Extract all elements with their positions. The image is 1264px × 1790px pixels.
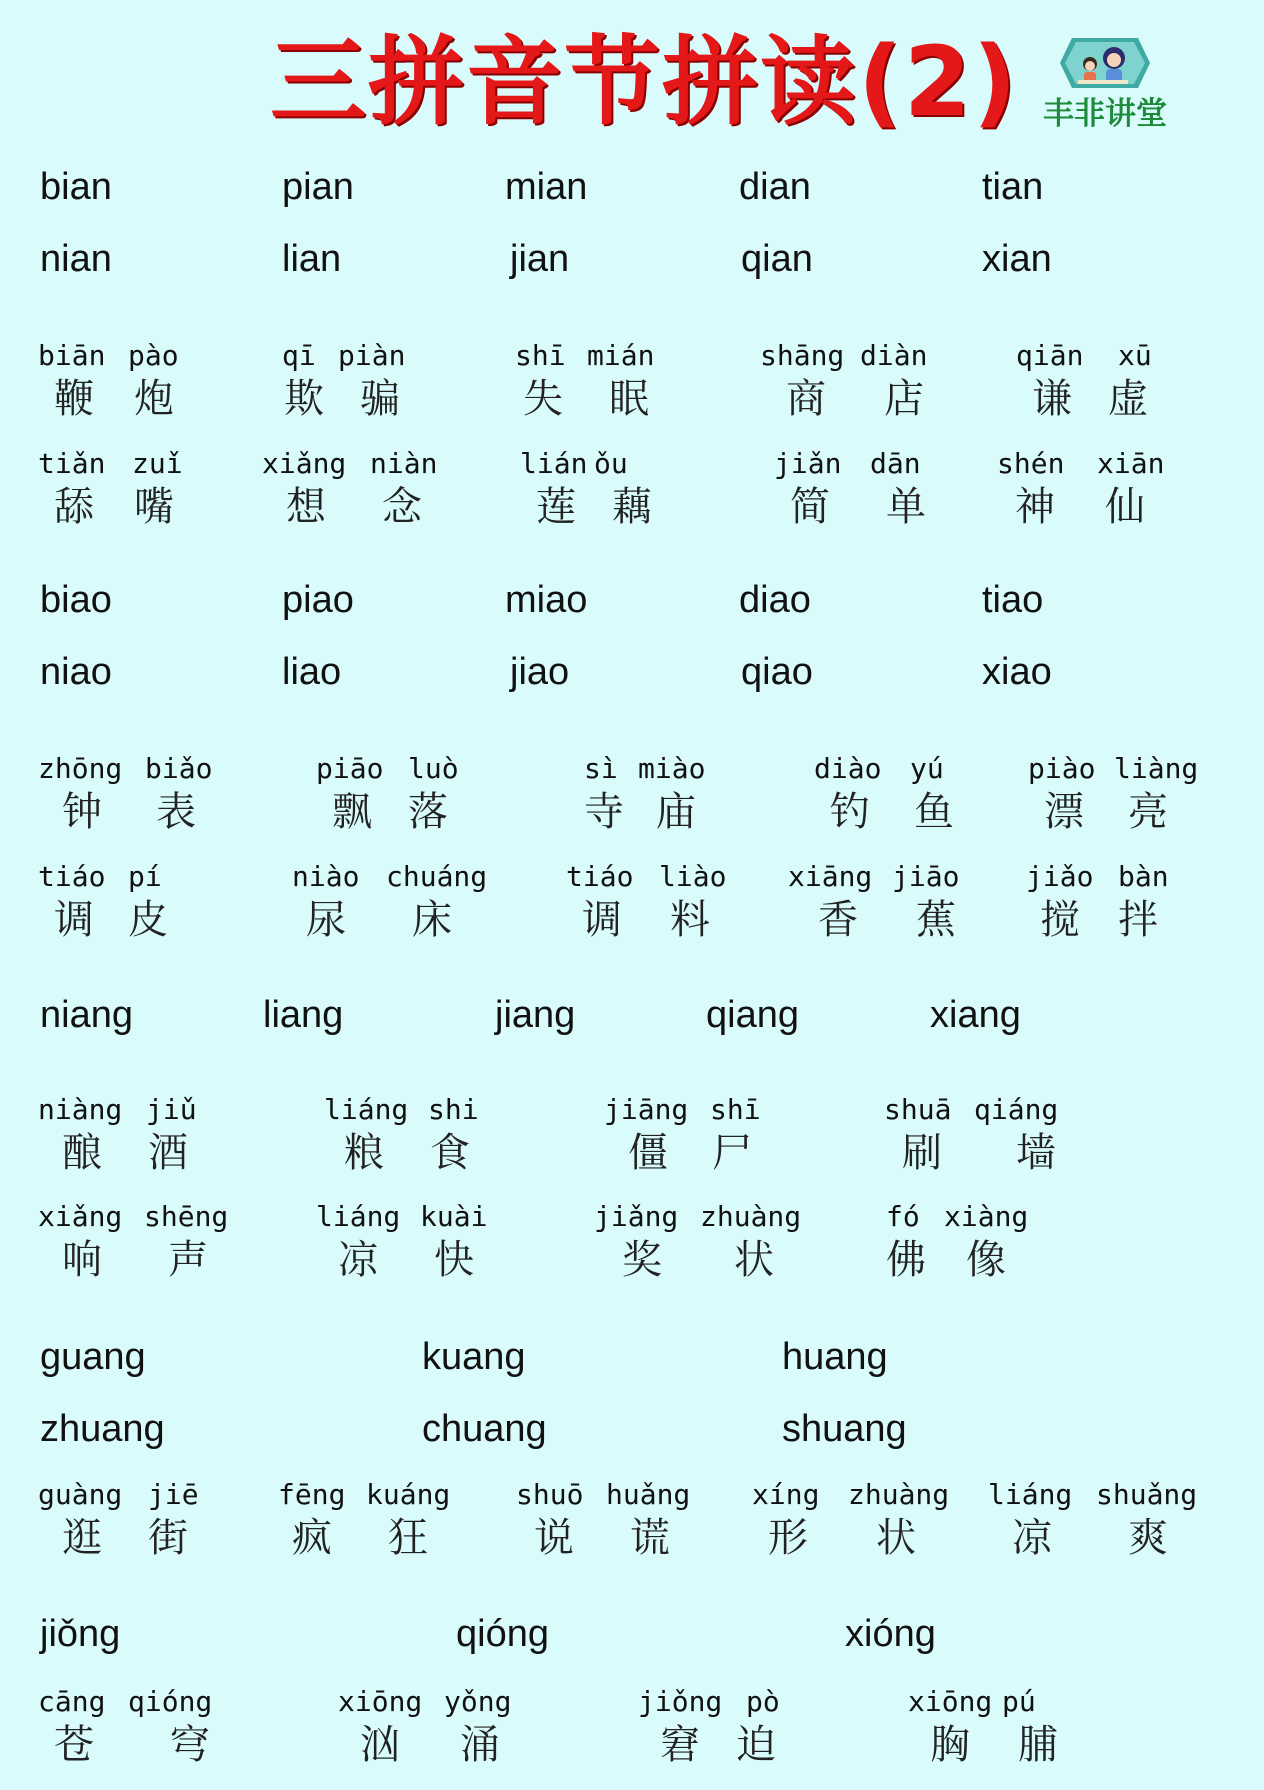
- hanzi-2: 穹: [170, 1722, 210, 1768]
- syllable: diao: [739, 579, 811, 621]
- hanzi-1: 商: [786, 376, 826, 422]
- syllable: mian: [505, 166, 588, 208]
- pinyin-1: biān: [38, 339, 106, 372]
- pinyin-2: chuáng: [386, 860, 488, 893]
- syllable: qian: [741, 238, 813, 280]
- hanzi-1: 欺: [284, 376, 324, 422]
- hanzi-2: 亮: [1128, 789, 1168, 835]
- syllable: xiang: [930, 994, 1021, 1036]
- pinyin-2: yú: [910, 752, 944, 785]
- pinyin-2: mián: [587, 339, 655, 372]
- hanzi-1: 凉: [1012, 1515, 1052, 1561]
- hanzi-2: 落: [408, 789, 448, 835]
- pinyin-1: qī: [282, 339, 316, 372]
- pinyin-1: tiáo: [566, 860, 634, 893]
- pinyin-2: shi: [428, 1093, 479, 1126]
- pinyin-2: shuǎng: [1096, 1478, 1198, 1511]
- hanzi-1: 酿: [62, 1130, 102, 1176]
- hanzi-1: 胸: [930, 1722, 970, 1768]
- pinyin-2: luò: [408, 752, 459, 785]
- syllable: bian: [40, 166, 112, 208]
- pinyin-1: liáng: [988, 1478, 1073, 1511]
- hanzi-1: 谦: [1032, 376, 1072, 422]
- pinyin-1: diào: [814, 752, 882, 785]
- pinyin-2: zhuàng: [848, 1478, 950, 1511]
- hanzi-2: 像: [966, 1237, 1006, 1283]
- hanzi-1: 刷: [902, 1130, 942, 1176]
- hanzi-1: 钓: [830, 789, 870, 835]
- pinyin-1: tiǎn: [38, 447, 106, 480]
- pinyin-1: liáng: [324, 1093, 409, 1126]
- pinyin-2: qióng: [128, 1685, 213, 1718]
- pinyin-1: fó: [886, 1200, 920, 1233]
- hanzi-1: 僵: [628, 1130, 668, 1176]
- hanzi-1: 简: [790, 484, 830, 530]
- syllable: tiao: [982, 579, 1044, 621]
- hanzi-2: 快: [434, 1237, 474, 1283]
- syllable: xióng: [845, 1613, 936, 1655]
- pinyin-2: niàn: [370, 447, 438, 480]
- pinyin-2: pú: [1002, 1685, 1036, 1718]
- hanzi-1: 佛: [886, 1237, 926, 1283]
- hanzi-1: 疯: [292, 1515, 332, 1561]
- pinyin-2: shēng: [144, 1200, 229, 1233]
- hanzi-1: 神: [1015, 484, 1055, 530]
- pinyin-1: guàng: [38, 1478, 123, 1511]
- hanzi-2: 状: [876, 1515, 916, 1561]
- syllable: pian: [282, 166, 354, 208]
- syllable: kuang: [422, 1336, 526, 1378]
- pinyin-1: lián: [520, 447, 588, 480]
- hanzi-1: 失: [523, 376, 563, 422]
- pinyin-1: piào: [1028, 752, 1096, 785]
- syllable: jian: [510, 238, 570, 280]
- pinyin-2: ǒu: [594, 447, 628, 480]
- syllable: miao: [505, 579, 588, 621]
- syllable: liao: [282, 651, 342, 693]
- hanzi-2: 店: [884, 376, 924, 422]
- pinyin-1: shī: [515, 339, 566, 372]
- hanzi-1: 凉: [338, 1237, 378, 1283]
- pinyin-2: pào: [128, 339, 179, 372]
- hanzi-2: 皮: [128, 897, 168, 943]
- pinyin-2: pò: [746, 1685, 780, 1718]
- pinyin-2: zhuàng: [700, 1200, 802, 1233]
- hanzi-1: 粮: [344, 1130, 384, 1176]
- hanzi-1: 汹: [360, 1722, 400, 1768]
- pinyin-1: xiāng: [788, 860, 873, 893]
- pinyin-2: liàng: [1114, 752, 1199, 785]
- syllable: dian: [739, 166, 811, 208]
- hanzi-2: 街: [148, 1515, 188, 1561]
- syllable: chuang: [422, 1408, 547, 1450]
- hanzi-1: 调: [54, 897, 94, 943]
- hanzi-2: 骗: [360, 376, 400, 422]
- pinyin-1: liáng: [316, 1200, 401, 1233]
- pinyin-2: jiǔ: [146, 1093, 197, 1126]
- pinyin-2: dān: [870, 447, 921, 480]
- syllable: qiang: [706, 994, 799, 1036]
- pinyin-1: niàng: [38, 1093, 123, 1126]
- hanzi-1: 钟: [62, 789, 102, 835]
- pinyin-1: sì: [584, 752, 618, 785]
- pinyin-1: shāng: [760, 339, 845, 372]
- pinyin-2: liào: [659, 860, 727, 893]
- hanzi-2: 食: [430, 1130, 470, 1176]
- hanzi-1: 舔: [54, 484, 94, 530]
- hanzi-1: 奖: [622, 1237, 662, 1283]
- hanzi-2: 虚: [1108, 376, 1148, 422]
- syllable: jiang: [495, 994, 576, 1036]
- syllable: qióng: [456, 1613, 549, 1655]
- hanzi-1: 调: [582, 897, 622, 943]
- syllable: qiao: [741, 651, 813, 693]
- hanzi-1: 说: [534, 1515, 574, 1561]
- syllable: zhuang: [40, 1408, 165, 1450]
- hanzi-1: 逛: [62, 1515, 102, 1561]
- page-title: 三拼音节拼读(2): [270, 26, 1019, 138]
- hanzi-1: 飘: [332, 789, 372, 835]
- syllable: lian: [282, 238, 342, 280]
- syllable: shuang: [782, 1408, 907, 1450]
- hanzi-1: 漂: [1044, 789, 1084, 835]
- pinyin-2: jiāo: [892, 860, 960, 893]
- pinyin-1: piāo: [316, 752, 384, 785]
- pinyin-2: huǎng: [606, 1478, 691, 1511]
- hanzi-2: 声: [168, 1237, 208, 1283]
- hanzi-2: 庙: [656, 789, 696, 835]
- pinyin-1: niào: [292, 860, 360, 893]
- hanzi-2: 蕉: [916, 897, 956, 943]
- syllable: huang: [782, 1336, 888, 1378]
- syllable: niao: [40, 651, 112, 693]
- pinyin-2: shī: [710, 1093, 761, 1126]
- hanzi-2: 迫: [736, 1722, 776, 1768]
- hanzi-2: 眠: [609, 376, 649, 422]
- pinyin-1: jiǎo: [1026, 860, 1094, 893]
- pinyin-1: jiāng: [604, 1093, 689, 1126]
- syllable: xian: [982, 238, 1052, 280]
- hanzi-2: 单: [886, 484, 926, 530]
- syllable: guang: [40, 1336, 146, 1378]
- hanzi-2: 嘴: [134, 484, 174, 530]
- pinyin-1: jiǎn: [774, 447, 842, 480]
- syllable: jiǒng: [40, 1613, 121, 1655]
- hanzi-2: 墙: [1016, 1130, 1056, 1176]
- pinyin-1: zhōng: [38, 752, 123, 785]
- logo-text: 丰非讲堂: [1043, 96, 1167, 132]
- syllable: niang: [40, 994, 133, 1036]
- hanzi-2: 脯: [1018, 1722, 1058, 1768]
- hanzi-1: 形: [768, 1515, 808, 1561]
- pinyin-1: jiǒng: [638, 1685, 723, 1718]
- pinyin-2: kuáng: [366, 1478, 451, 1511]
- syllable: piao: [282, 579, 354, 621]
- hanzi-2: 表: [156, 789, 196, 835]
- syllable: biao: [40, 579, 112, 621]
- syllable: xiao: [982, 651, 1052, 693]
- pinyin-1: jiǎng: [594, 1200, 679, 1233]
- pinyin-1: shuō: [516, 1478, 584, 1511]
- pinyin-2: xiān: [1097, 447, 1165, 480]
- syllable: tian: [982, 166, 1044, 208]
- hanzi-1: 莲: [536, 484, 576, 530]
- pinyin-1: shuā: [884, 1093, 952, 1126]
- pinyin-2: bàn: [1118, 860, 1169, 893]
- hanzi-1: 响: [62, 1237, 102, 1283]
- hanzi-2: 狂: [388, 1515, 428, 1561]
- hanzi-1: 香: [818, 897, 858, 943]
- hanzi-2: 尸: [712, 1130, 752, 1176]
- hanzi-2: 爽: [1128, 1515, 1168, 1561]
- pinyin-1: xiōng: [338, 1685, 423, 1718]
- pinyin-2: jiē: [148, 1478, 199, 1511]
- pinyin-1: xiǎng: [38, 1200, 123, 1233]
- syllable: jiao: [510, 651, 570, 693]
- hanzi-1: 苍: [54, 1722, 94, 1768]
- hanzi-2: 拌: [1118, 897, 1158, 943]
- hanzi-2: 炮: [134, 376, 174, 422]
- hanzi-2: 藕: [612, 484, 652, 530]
- hanzi-1: 想: [286, 484, 326, 530]
- brand-logo: [1030, 30, 1180, 140]
- pinyin-2: xū: [1118, 339, 1152, 372]
- syllable: liang: [263, 994, 344, 1036]
- hanzi-2: 涌: [460, 1722, 500, 1768]
- pinyin-2: pí: [128, 860, 162, 893]
- pinyin-2: piàn: [338, 339, 406, 372]
- pinyin-1: xíng: [752, 1478, 820, 1511]
- hanzi-1: 搅: [1040, 897, 1080, 943]
- hanzi-2: 鱼: [914, 789, 954, 835]
- hanzi-2: 状: [734, 1237, 774, 1283]
- pinyin-2: qiáng: [974, 1093, 1059, 1126]
- pinyin-2: miào: [638, 752, 706, 785]
- pinyin-2: diàn: [860, 339, 928, 372]
- pinyin-1: xiǎng: [262, 447, 347, 480]
- pinyin-2: kuài: [420, 1200, 488, 1233]
- pinyin-1: shén: [997, 447, 1065, 480]
- pinyin-1: qiān: [1016, 339, 1084, 372]
- hanzi-2: 念: [382, 484, 422, 530]
- syllable: nian: [40, 238, 112, 280]
- hanzi-2: 酒: [148, 1130, 188, 1176]
- teacher-student-icon: [1058, 36, 1152, 90]
- hanzi-2: 谎: [630, 1515, 670, 1561]
- hanzi-1: 寺: [584, 789, 624, 835]
- pinyin-1: cāng: [38, 1685, 106, 1718]
- pinyin-1: tiáo: [38, 860, 106, 893]
- pinyin-2: biǎo: [145, 752, 213, 785]
- pinyin-1: xiōng: [908, 1685, 993, 1718]
- hanzi-1: 尿: [306, 897, 346, 943]
- hanzi-2: 仙: [1105, 484, 1145, 530]
- pinyin-2: xiàng: [944, 1200, 1029, 1233]
- hanzi-1: 窘: [660, 1722, 700, 1768]
- pinyin-2: yǒng: [444, 1685, 512, 1718]
- hanzi-2: 床: [412, 897, 452, 943]
- hanzi-2: 料: [670, 897, 710, 943]
- pinyin-2: zuǐ: [132, 447, 183, 480]
- pinyin-1: fēng: [278, 1478, 346, 1511]
- hanzi-1: 鞭: [54, 376, 94, 422]
